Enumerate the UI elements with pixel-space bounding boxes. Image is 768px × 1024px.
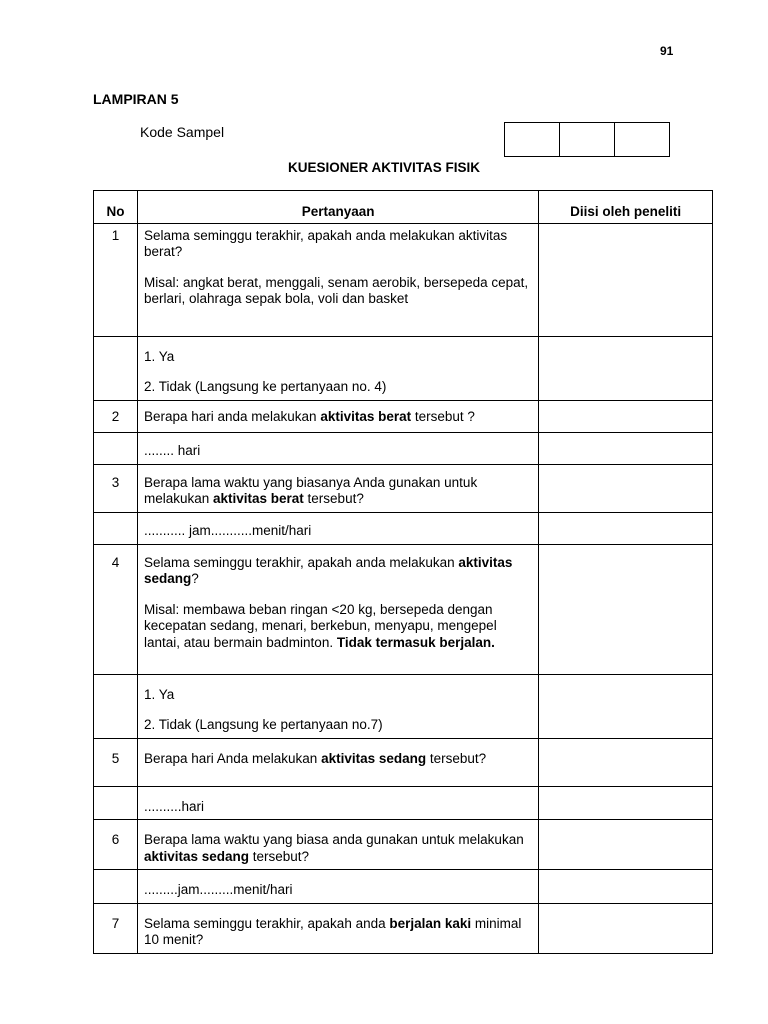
question-cell: [137, 223, 538, 336]
question-text: Berapa lama waktu yang biasanya Anda gunakan untuk melakukan: [143, 474, 478, 506]
researcher-cell[interactable]: [539, 464, 713, 512]
table-row: [94, 786, 713, 820]
question-example: [144, 602, 532, 652]
table-row: [94, 820, 713, 870]
researcher-cell[interactable]: [539, 336, 713, 400]
question-text-bold: berjalan kaki: [389, 915, 472, 931]
answer-cell: ..........hari: [137, 786, 538, 820]
kode-sampel-boxes: [504, 122, 670, 157]
table-row: [94, 738, 713, 786]
answer-cell: ........ hari: [137, 432, 538, 464]
option-yes: 1. Ya: [143, 348, 175, 364]
researcher-cell[interactable]: [539, 738, 713, 786]
table-row: [94, 544, 713, 674]
appendix-heading: LAMPIRAN 5: [93, 91, 179, 107]
questionnaire-table: [93, 190, 713, 954]
form-title: KUESIONER AKTIVITAS FISIK: [287, 160, 480, 175]
question-cell: [137, 903, 538, 953]
question-text: Berapa lama waktu yang biasa anda gunakan untuk melakukan: [143, 832, 524, 847]
researcher-cell[interactable]: [539, 674, 713, 738]
answer-cell: .........jam.........menit/hari: [137, 870, 538, 904]
question-cell: [137, 544, 538, 674]
question-text-bold: aktivitas sedang: [321, 750, 427, 766]
question-text: Selama seminggu terakhir, apakah anda melakukan: [143, 554, 459, 570]
table-row: [94, 512, 713, 544]
question-text: Berapa hari anda melakukan: [143, 408, 321, 424]
question-number: 2: [94, 400, 138, 432]
question-text-end: tersebut?: [303, 491, 364, 506]
empty-number-cell: [94, 512, 138, 544]
header-filled-by: Diisi oleh peneliti: [539, 191, 713, 224]
question-text-bold: aktivitas berat: [213, 491, 304, 506]
researcher-cell[interactable]: [539, 903, 713, 953]
question-text-end: tersebut ?: [411, 408, 475, 424]
question-text-end: minimal 10 menit?: [143, 915, 522, 947]
researcher-cell[interactable]: [539, 512, 713, 544]
question-text-bold: aktivitas berat: [320, 408, 412, 424]
table-row: [94, 223, 713, 336]
question-cell: [137, 464, 538, 512]
table-header-row: [94, 191, 713, 224]
question-text: Selama seminggu terakhir, apakah anda: [143, 915, 390, 931]
question-text-bold: aktivitas sedang: [143, 848, 249, 864]
question-number: 1: [94, 223, 138, 336]
table-row: [94, 903, 713, 953]
researcher-cell[interactable]: [539, 870, 713, 904]
table-row: [94, 870, 713, 904]
question-example: Misal: angkat berat, menggali, senam aerobik, bersepeda cepat, berlari, olahraga sepak bola, voli dan basket: [143, 274, 529, 306]
empty-number-cell: [94, 786, 138, 820]
researcher-cell[interactable]: [539, 820, 713, 870]
researcher-cell[interactable]: [539, 400, 713, 432]
table-row: [94, 336, 713, 400]
answer-cell: [137, 674, 538, 738]
question-number: 3: [94, 464, 138, 512]
empty-number-cell: [94, 432, 138, 464]
example-text-bold: Tidak termasuk berjalan.: [336, 634, 495, 650]
table-row: [94, 432, 713, 464]
question-number: 7: [94, 903, 138, 953]
empty-number-cell: [94, 674, 138, 738]
researcher-cell[interactable]: [539, 786, 713, 820]
kode-sampel-box-2[interactable]: [560, 123, 615, 156]
empty-number-cell: [94, 870, 138, 904]
question-text-end: tersebut?: [426, 750, 487, 766]
kode-sampel-box-3[interactable]: [615, 123, 669, 156]
question-text: Berapa hari Anda melakukan: [143, 750, 322, 766]
kode-sampel-box-1[interactable]: [505, 123, 560, 156]
question-cell: [137, 820, 538, 870]
question-number: 4: [94, 544, 138, 674]
option-no: 2. Tidak (Langsung ke pertanyaan no. 4): [143, 379, 387, 394]
kode-sampel-label: Kode Sampel: [140, 124, 225, 140]
question-text-bold: aktivitas sedang: [143, 554, 513, 586]
table-row: [94, 400, 713, 432]
question-text: Selama seminggu terakhir, apakah anda melakukan aktivitas berat?: [143, 227, 508, 259]
researcher-cell[interactable]: [539, 432, 713, 464]
table-row: [94, 674, 713, 738]
question-cell: [137, 400, 538, 432]
table-row: [94, 464, 713, 512]
option-no: 2. Tidak (Langsung ke pertanyaan no.7): [143, 717, 383, 732]
option-yes: 1. Ya: [143, 686, 175, 702]
question-cell: [137, 738, 538, 786]
empty-number-cell: [94, 336, 138, 400]
question-number: 6: [94, 820, 138, 870]
question-text-end: tersebut?: [249, 848, 310, 864]
question-number: 5: [94, 738, 138, 786]
answer-cell: [137, 336, 538, 400]
header-question: Pertanyaan: [137, 191, 538, 224]
page-number: 91: [660, 44, 674, 58]
header-no: No: [94, 191, 138, 224]
researcher-cell[interactable]: [539, 544, 713, 674]
example-text: Misal: membawa beban ringan <20 kg, bersepeda dengan kecepatan sedang, menari, berkebun, menyapu, mengepel lantai, atau bermain badminton.: [143, 601, 497, 650]
researcher-cell[interactable]: [539, 223, 713, 336]
answer-cell: ........... jam...........menit/hari: [137, 512, 538, 544]
question-text-end: ?: [191, 571, 199, 586]
